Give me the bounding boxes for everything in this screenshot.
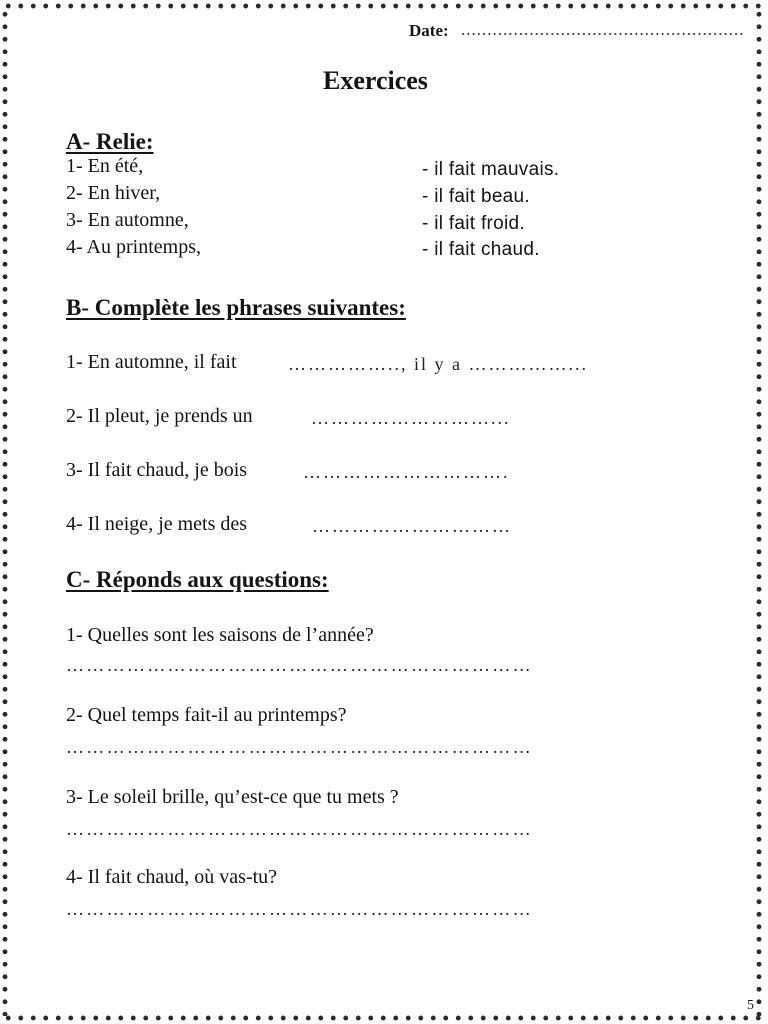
- complete-blank: …………………………: [312, 516, 512, 536]
- relie-left-item: 4- Au printemps,: [66, 236, 201, 258]
- date-label: Date:: [409, 21, 449, 40]
- section-c-heading: C- Réponds aux questions:: [66, 567, 329, 592]
- section-b-heading: B- Complète les phrases suivantes:: [66, 295, 406, 320]
- dotted-border-right: [755, 8, 763, 1016]
- dotted-border-top: [2, 2, 766, 10]
- section-a-heading: A- Relie:: [66, 129, 154, 154]
- question-text: 2- Quel temps fait-il au printemps?: [66, 704, 347, 726]
- complete-sentence: 1- En automne, il fait: [66, 351, 237, 373]
- relie-left-item: 3- En automne,: [66, 209, 189, 231]
- answer-line: ……………………………………………………………: [66, 655, 533, 675]
- answer-line: ……………………………………………………………: [66, 899, 533, 919]
- relie-right-item: - il fait froid.: [422, 213, 525, 234]
- complete-sentence: 3- Il fait chaud, je bois: [66, 459, 248, 481]
- question-text: 1- Quelles sont les saisons de l’année?: [66, 624, 374, 646]
- complete-blank: ………………………….: [303, 462, 510, 482]
- dotted-border-left: [1, 8, 9, 1016]
- relie-right-item: - il fait beau.: [422, 186, 530, 207]
- answer-line: ……………………………………………………………: [66, 819, 533, 839]
- question-text: 4- Il fait chaud, où vas-tu?: [66, 866, 278, 888]
- complete-blank: …………….., il y a ……………...: [288, 354, 588, 374]
- relie-right-item: - il fait chaud.: [422, 239, 540, 260]
- dotted-border-bottom: [2, 1014, 766, 1022]
- question-text: 3- Le soleil brille, qu’est-ce que tu mets ?: [66, 786, 399, 808]
- page-number: 5: [747, 998, 754, 1013]
- relie-left-item: 2- En hiver,: [66, 182, 161, 204]
- relie-right-item: - il fait mauvais.: [422, 159, 560, 180]
- complete-sentence: 4- Il neige, je mets des: [66, 513, 248, 535]
- date-fill-line: ......................................................: [461, 20, 745, 39]
- complete-blank: ………………………...: [311, 408, 511, 428]
- complete-sentence: 2- Il pleut, je prends un: [66, 405, 253, 427]
- page-title: Exercices: [323, 66, 428, 95]
- relie-left-item: 1- En été,: [66, 155, 144, 177]
- answer-line: ……………………………………………………………: [66, 737, 533, 757]
